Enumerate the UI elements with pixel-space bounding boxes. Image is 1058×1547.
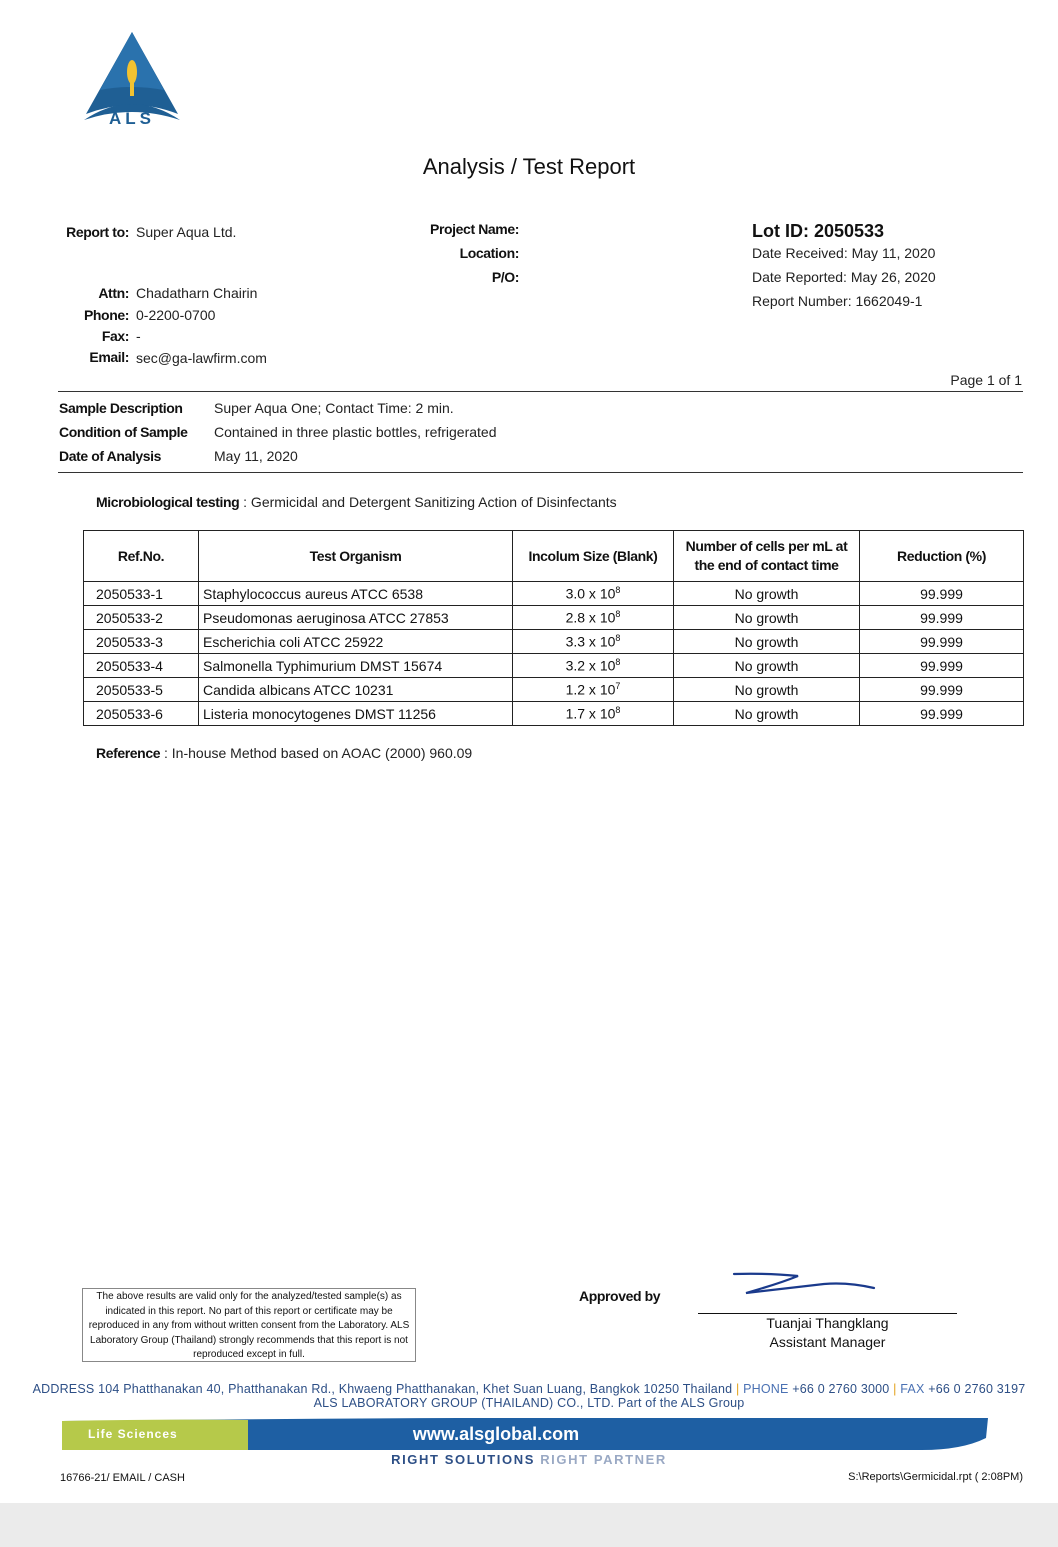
phone-footer: +66 0 2760 3000	[792, 1382, 890, 1396]
divider-sample	[58, 472, 1023, 473]
condition-value: Contained in three plastic bottles, refrigerated	[214, 424, 497, 440]
inoculum-cell	[513, 582, 674, 606]
inoculum-cell	[513, 702, 674, 726]
lot-id: Lot ID: 2050533	[752, 221, 885, 241]
organism-cell: Salmonella Typhimurium DMST 15674	[199, 654, 513, 678]
project-name-label: Project Name:	[430, 221, 519, 237]
reduction-cell: 99.999	[860, 582, 1024, 606]
inoculum-base: 1.2 x 10	[565, 681, 616, 698]
attn-value: Chadatharn Chairin	[136, 285, 258, 301]
page-indicator: Page 1 of 1	[950, 372, 1022, 388]
date-reported: Date Reported: May 26, 2020	[752, 269, 936, 285]
inoculum-base: 1.7 x 10	[565, 705, 616, 722]
inoculum-base: 3.3 x 10	[565, 633, 616, 650]
address-label: ADDRESS	[32, 1382, 95, 1396]
inoculum-base: 3.0 x 10	[565, 585, 616, 602]
po-label: P/O:	[491, 269, 519, 285]
inoculum-exponent: 8	[615, 705, 621, 716]
inoculum-base: 2.8 x 10	[565, 609, 616, 626]
fax-value: -	[136, 328, 141, 344]
inoculum-exponent: 8	[615, 657, 621, 668]
slogan-right-solutions: RIGHT SOLUTIONS	[391, 1452, 535, 1467]
test-heading-label: Microbiological testing	[96, 494, 240, 510]
divider-top	[58, 391, 1023, 392]
inoculum-exponent: 8	[615, 633, 621, 644]
inoculum-cell	[513, 606, 674, 630]
table-row	[84, 606, 1024, 630]
cells-cell: No growth	[674, 606, 860, 630]
footer-code: 16766-21/ EMAIL / CASH	[60, 1472, 185, 1484]
condition-label: Condition of Sample	[59, 424, 188, 440]
date-received: Date Received: May 11, 2020	[752, 245, 936, 261]
reduction-cell: 99.999	[860, 630, 1024, 654]
col-reduction: Reduction (%)	[860, 531, 1024, 582]
cells-cell: No growth	[674, 654, 860, 678]
ref-no-cell: 2050533-3	[84, 630, 199, 654]
inoculum-exponent: 8	[615, 609, 621, 620]
inoculum-exponent: 8	[615, 585, 621, 596]
band-life-sciences: Life Sciences	[88, 1427, 178, 1441]
fax-label: Fax:	[101, 328, 129, 344]
cells-cell: No growth	[674, 630, 860, 654]
results-table	[83, 530, 1024, 726]
address-text: 104 Phatthanakan 40, Phatthanakan Rd., Khwaeng Phatthanakan, Khet Suan Luang, Bangkok 10250 Thailand	[98, 1382, 733, 1396]
test-heading	[96, 494, 617, 510]
organism-cell: Candida albicans ATCC 10231	[199, 678, 513, 702]
cells-cell: No growth	[674, 678, 860, 702]
approver-name: Tuanjai Thangklang	[766, 1315, 889, 1331]
organism-cell: Escherichia coli ATCC 25922	[199, 630, 513, 654]
table-row	[84, 654, 1024, 678]
approved-by-label: Approved by	[579, 1288, 661, 1304]
ref-no-cell: 2050533-2	[84, 606, 199, 630]
reduction-cell: 99.999	[860, 606, 1024, 630]
table-header-row	[84, 531, 1024, 582]
table-row	[84, 582, 1024, 606]
footer-slogan	[0, 1452, 1058, 1467]
report-to-value: Super Aqua Ltd.	[136, 224, 237, 240]
phone-value: 0-2200-0700	[136, 307, 216, 323]
footer-path: S:\Reports\Germicidal.rpt ( 2:08PM)	[848, 1471, 1023, 1483]
reduction-cell: 99.999	[860, 678, 1024, 702]
ref-no-cell: 2050533-1	[84, 582, 199, 606]
ref-no-cell: 2050533-5	[84, 678, 199, 702]
fax-footer: +66 0 2760 3197	[928, 1382, 1026, 1396]
band-website: www.alsglobal.com	[412, 1424, 580, 1444]
footer-address: ADDRESS 104 Phatthanakan 40, Phatthanakan Rd., Khwaeng Phatthanakan, Khet Suan Luang, Bangkok 10250 Thailand | PHONE +66 0 2760 3000 | FAX +66 0 2760 3197	[32, 1382, 1026, 1396]
test-heading-text: : Germicidal and Detergent Sanitizing Action of Disinfectants	[239, 494, 617, 510]
sample-description-value: Super Aqua One; Contact Time: 2 min.	[214, 400, 454, 416]
report-to-label: Report to:	[66, 224, 129, 240]
cells-cell: No growth	[674, 702, 860, 726]
inoculum-base: 3.2 x 10	[565, 657, 616, 674]
footer-company: ALS LABORATORY GROUP (THAILAND) CO., LTD. Part of the ALS Group	[313, 1396, 745, 1410]
signature-line	[698, 1313, 957, 1314]
col-test-organism: Test Organism	[199, 531, 513, 582]
table-row	[84, 630, 1024, 654]
email-value: sec@ga-lawfirm.com	[136, 350, 267, 366]
footer-banner	[62, 1418, 988, 1450]
reduction-cell: 99.999	[860, 654, 1024, 678]
cells-cell: No growth	[674, 582, 860, 606]
analysis-date-label: Date of Analysis	[59, 448, 162, 464]
inoculum-cell	[513, 678, 674, 702]
fax-footer-label: FAX	[900, 1382, 925, 1396]
reduction-cell: 99.999	[860, 702, 1024, 726]
email-label: Email:	[89, 349, 129, 365]
inoculum-cell	[513, 630, 674, 654]
phone-label: Phone:	[83, 307, 129, 323]
ref-no-cell: 2050533-4	[84, 654, 199, 678]
reference-label: Reference	[96, 745, 161, 761]
slogan-right-partner: RIGHT PARTNER	[540, 1452, 667, 1467]
sample-description-label: Sample Description	[59, 400, 183, 416]
report-title: Analysis / Test Report	[422, 154, 636, 179]
logo-text: ALS	[109, 109, 155, 128]
location-label: Location:	[459, 245, 519, 261]
table-row	[84, 702, 1024, 726]
table-row	[84, 678, 1024, 702]
inoculum-exponent: 7	[615, 681, 621, 692]
report-number: Report Number: 1662049-1	[752, 293, 923, 309]
reference-text: : In-house Method based on AOAC (2000) 960.09	[160, 745, 473, 761]
als-logo	[78, 30, 186, 130]
reference-line	[96, 745, 472, 761]
inoculum-cell	[513, 654, 674, 678]
organism-cell: Listeria monocytogenes DMST 11256	[199, 702, 513, 726]
phone-footer-label: PHONE	[743, 1382, 789, 1396]
disclaimer-box: The above results are valid only for the analyzed/tested sample(s) as indicated in this report. No part of this report or certificate may be reproduced in any from without written consent from the Laboratory. ALS Laboratory Group (Thailand) strongly recommends that this report is not reproduced except in full.	[82, 1288, 416, 1362]
analysis-date-value: May 11, 2020	[214, 448, 298, 464]
attn-label: Attn:	[98, 285, 129, 301]
organism-cell: Staphylococcus aureus ATCC 6538	[199, 582, 513, 606]
organism-cell: Pseudomonas aeruginosa ATCC 27853	[199, 606, 513, 630]
col-inoculum-size: Incolum Size (Blank)	[513, 531, 674, 582]
col-cells-per-ml: Number of cells per mL at the end of contact time	[674, 531, 860, 582]
col-ref-no: Ref.No.	[84, 531, 199, 582]
signature	[728, 1270, 878, 1300]
approver-position: Assistant Manager	[769, 1334, 886, 1350]
ref-no-cell: 2050533-6	[84, 702, 199, 726]
